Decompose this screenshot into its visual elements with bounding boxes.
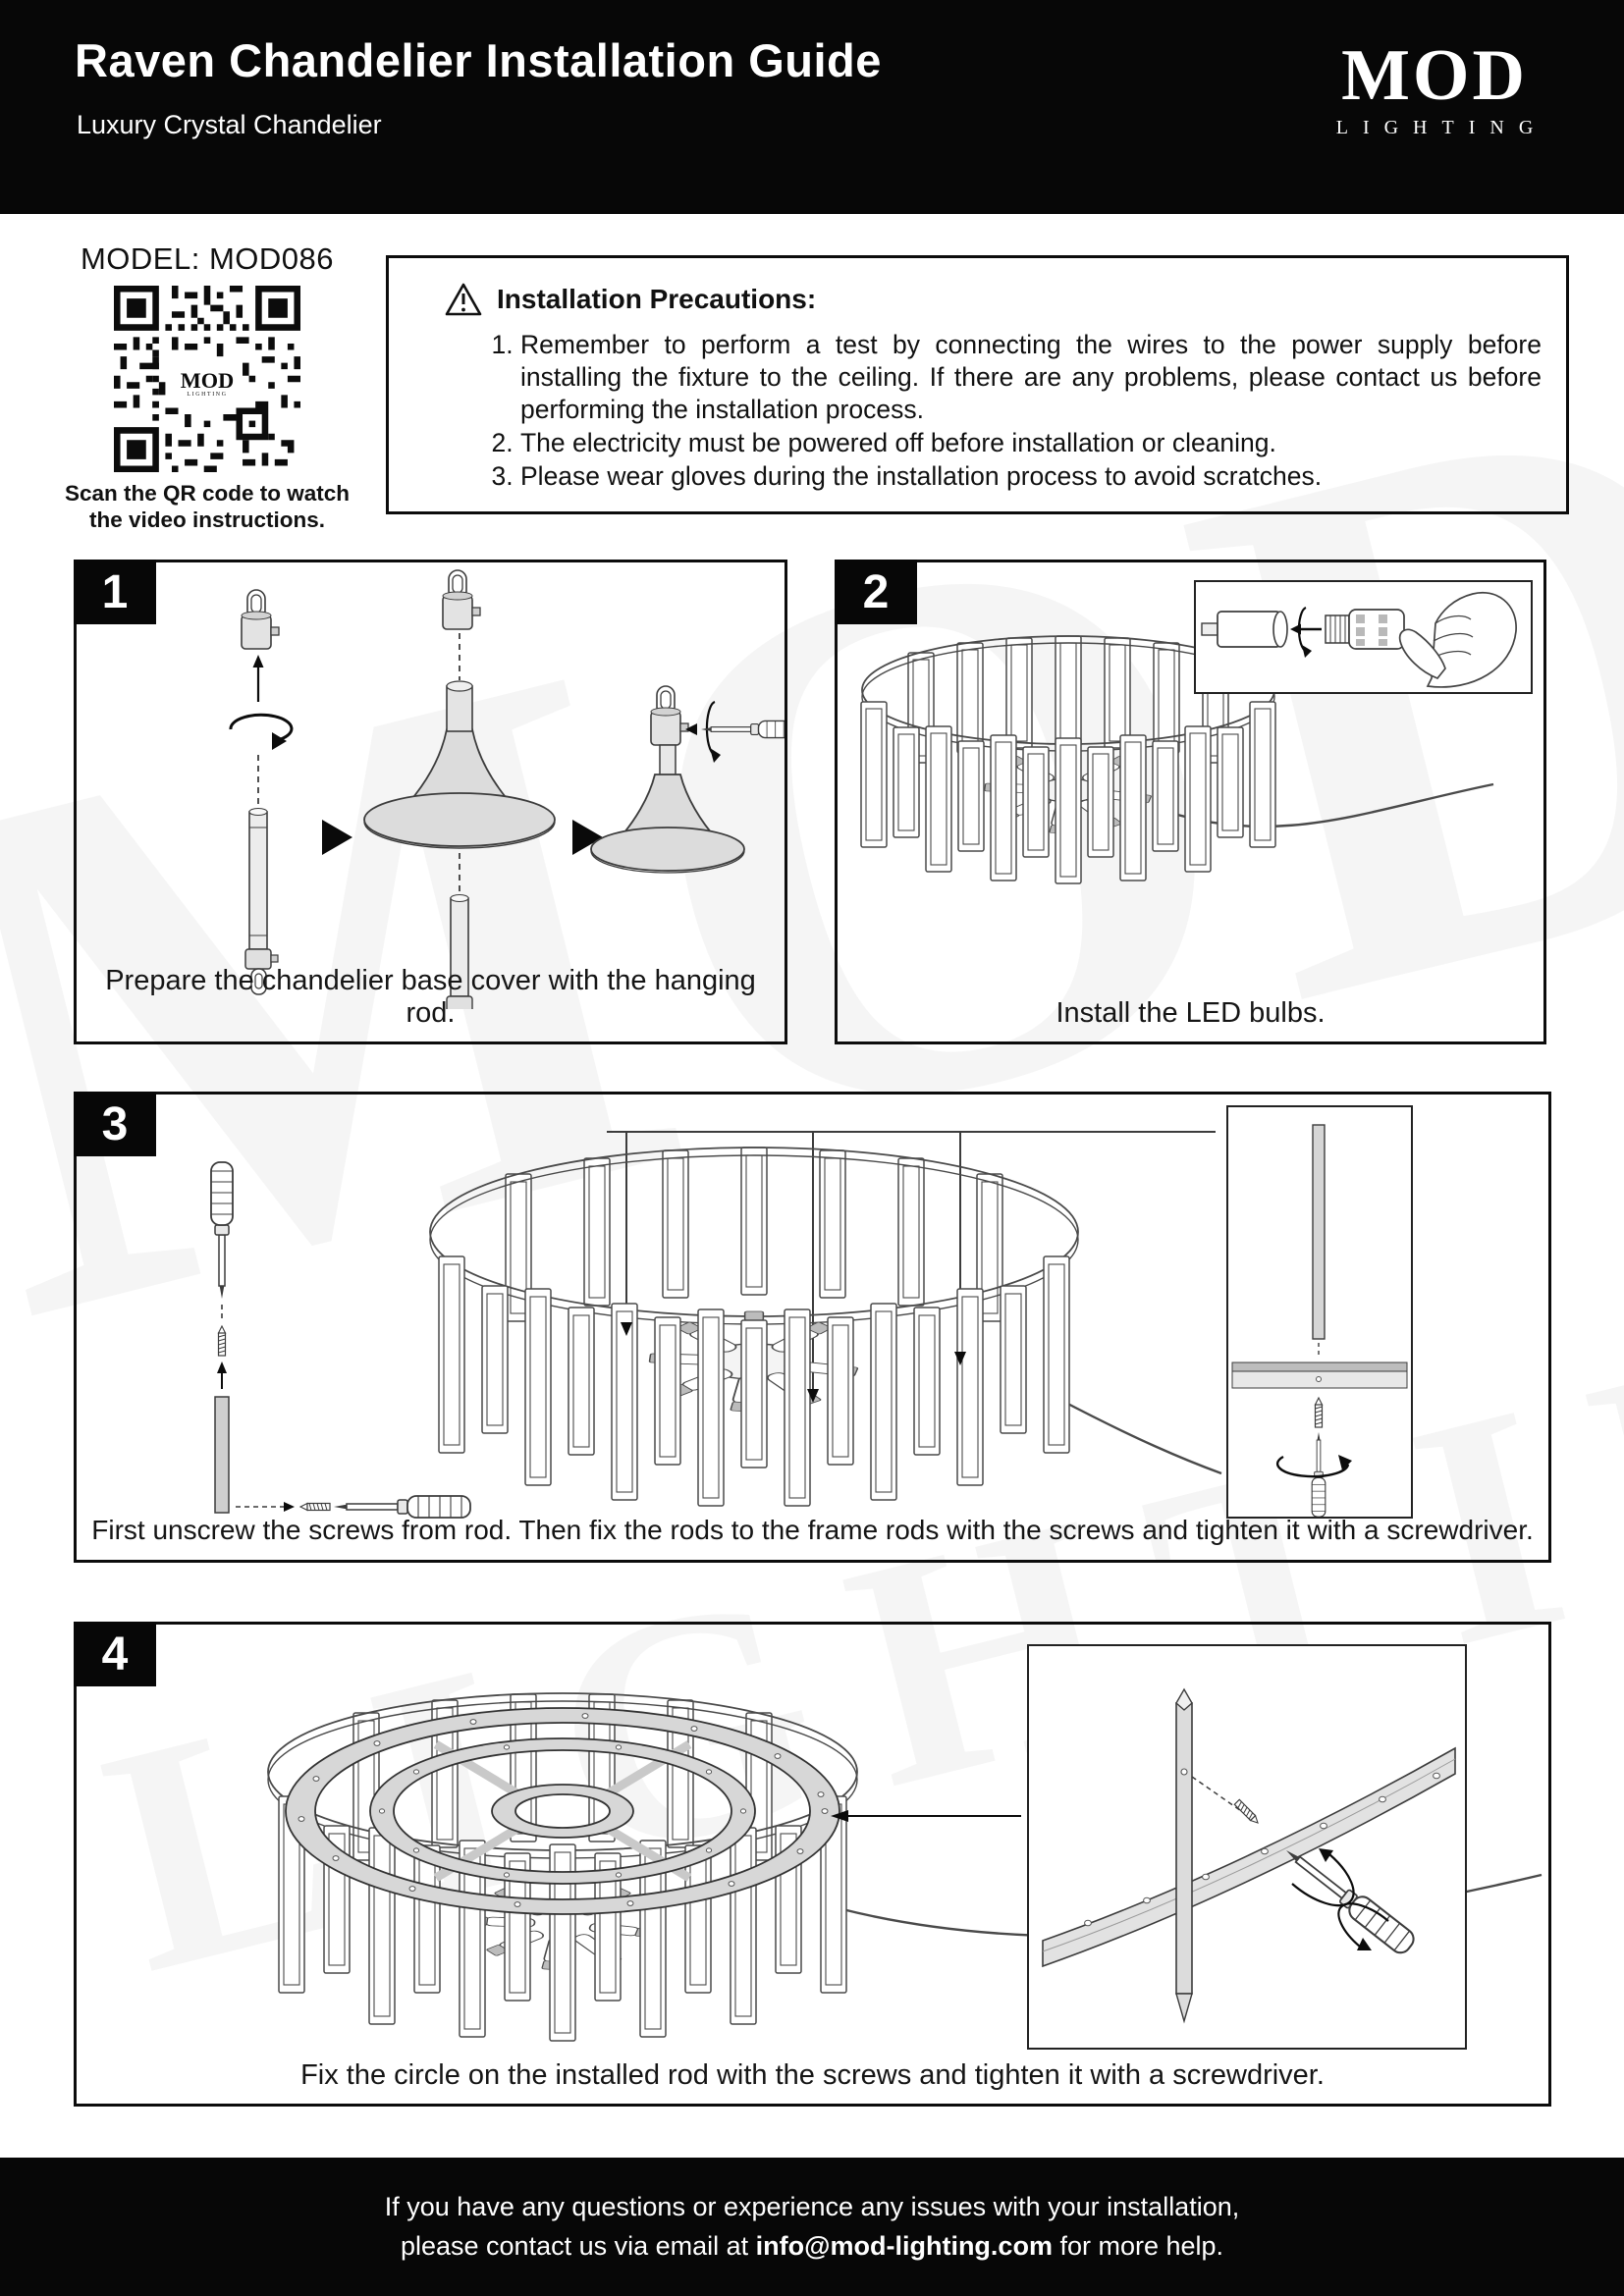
qr-center-logo-secondary bbox=[187, 392, 227, 398]
precautions-title: Installation Precautions: bbox=[497, 284, 817, 314]
square-rod-icon bbox=[1176, 1703, 1192, 1994]
step-caption: First unscrew the screws from rod. Then fix the rods to the frame rods with the screws and tighten it with a screwdriver. bbox=[91, 1515, 1534, 1545]
screwdriver-icon bbox=[701, 721, 785, 737]
footer-line2 bbox=[401, 2231, 1223, 2262]
brand-logo-secondary: LIGHTING bbox=[1335, 117, 1548, 138]
brand-logo bbox=[1302, 35, 1567, 138]
step-number-badge: 4 bbox=[74, 1622, 156, 1686]
page-title: Raven Chandelier Installation Guide bbox=[75, 34, 882, 86]
qr-center-logo: MOD bbox=[180, 368, 235, 394]
screwdriver-icon bbox=[211, 1162, 233, 1299]
header-band bbox=[0, 0, 1624, 214]
step1-illustration bbox=[77, 562, 785, 1009]
footer-line2-prefix: please contact us via email at bbox=[400, 2231, 756, 2261]
circle-fix-inset bbox=[1027, 1644, 1467, 2050]
frame-rod-icon bbox=[1232, 1362, 1407, 1371]
footer-band bbox=[0, 2158, 1624, 2296]
warning-icon bbox=[444, 282, 483, 317]
screwdriver-icon bbox=[1278, 1841, 1418, 1956]
support-email: info@mod-lighting.com bbox=[755, 2231, 1053, 2261]
rod-icon bbox=[215, 1397, 229, 1513]
step-caption: Fix the circle on the installed rod with the screws and tighten it with a screwdriver. bbox=[300, 2059, 1325, 2091]
rod-fix-inset bbox=[1226, 1105, 1413, 1519]
step-box-1 bbox=[74, 560, 787, 1044]
base-cover-icon bbox=[364, 570, 555, 1009]
bulb-install-detail-illustration bbox=[1196, 582, 1531, 692]
hand-icon bbox=[1400, 593, 1516, 687]
qr-code-image bbox=[114, 286, 300, 472]
step-number-badge: 1 bbox=[74, 560, 156, 624]
precautions-box bbox=[386, 255, 1569, 514]
model-section bbox=[54, 241, 360, 533]
brand-logo-primary: MOD bbox=[1341, 35, 1528, 116]
bulb-socket-icon bbox=[1202, 612, 1287, 647]
rod-fix-detail-illustration bbox=[1228, 1107, 1411, 1517]
rod-screw-diagram bbox=[211, 1162, 470, 1518]
bulb-install-inset bbox=[1194, 580, 1533, 694]
assembled-cover-icon bbox=[591, 686, 785, 873]
next-arrow-icon bbox=[322, 820, 352, 855]
page-subtitle: Luxury Crystal Chandelier bbox=[77, 110, 382, 139]
hanging-rod-assembly-icon bbox=[231, 590, 292, 994]
circle-fix-detail-illustration bbox=[1029, 1646, 1465, 2048]
step-caption: Install the LED bulbs. bbox=[1056, 997, 1326, 1029]
qr-caption-line2: the video instructions. bbox=[88, 507, 326, 532]
qr-caption bbox=[54, 480, 360, 533]
model-number-label: MODEL: MOD086 bbox=[80, 241, 334, 276]
precaution-item: 2. The electricity must be powered off before installation or cleaning. bbox=[520, 427, 1542, 459]
power-wire-icon bbox=[1058, 1399, 1221, 1473]
precaution-item: 3. Please wear gloves during the installation process to avoid scratches. bbox=[520, 460, 1542, 493]
qr-caption-line1: Scan the QR code to watch bbox=[64, 481, 351, 506]
screwdriver-icon bbox=[1312, 1432, 1326, 1517]
rotate-arrow-icon bbox=[1277, 1457, 1348, 1476]
step-number-badge: 2 bbox=[835, 560, 917, 624]
precautions-list bbox=[487, 329, 1542, 494]
footer-line1: If you have any questions or experience any issues with your installation, bbox=[384, 2192, 1240, 2221]
screw-icon bbox=[1316, 1398, 1323, 1427]
step-box-2 bbox=[835, 560, 1546, 1044]
screw-icon bbox=[300, 1504, 330, 1511]
led-bulb-icon bbox=[1326, 610, 1404, 649]
step-box-4 bbox=[74, 1622, 1551, 2107]
step-number-badge: 3 bbox=[74, 1092, 156, 1156]
step-caption: Prepare the chandelier base cover with the hanging rod. bbox=[105, 965, 756, 1029]
rod-icon bbox=[1313, 1125, 1325, 1339]
precaution-item: 1. Remember to perform a test by connecting the wires to the power supply before installing the fixture to the ceiling. If there are any problems, please contact us before performing the installation process. bbox=[520, 329, 1542, 426]
chandelier-frame-icon bbox=[430, 1148, 1221, 1506]
footer-line2-suffix: for more help. bbox=[1052, 2231, 1224, 2261]
step-box-3 bbox=[74, 1092, 1551, 1563]
screw-icon bbox=[219, 1326, 226, 1356]
screw-icon bbox=[1234, 1799, 1260, 1825]
precautions-header bbox=[444, 282, 816, 317]
